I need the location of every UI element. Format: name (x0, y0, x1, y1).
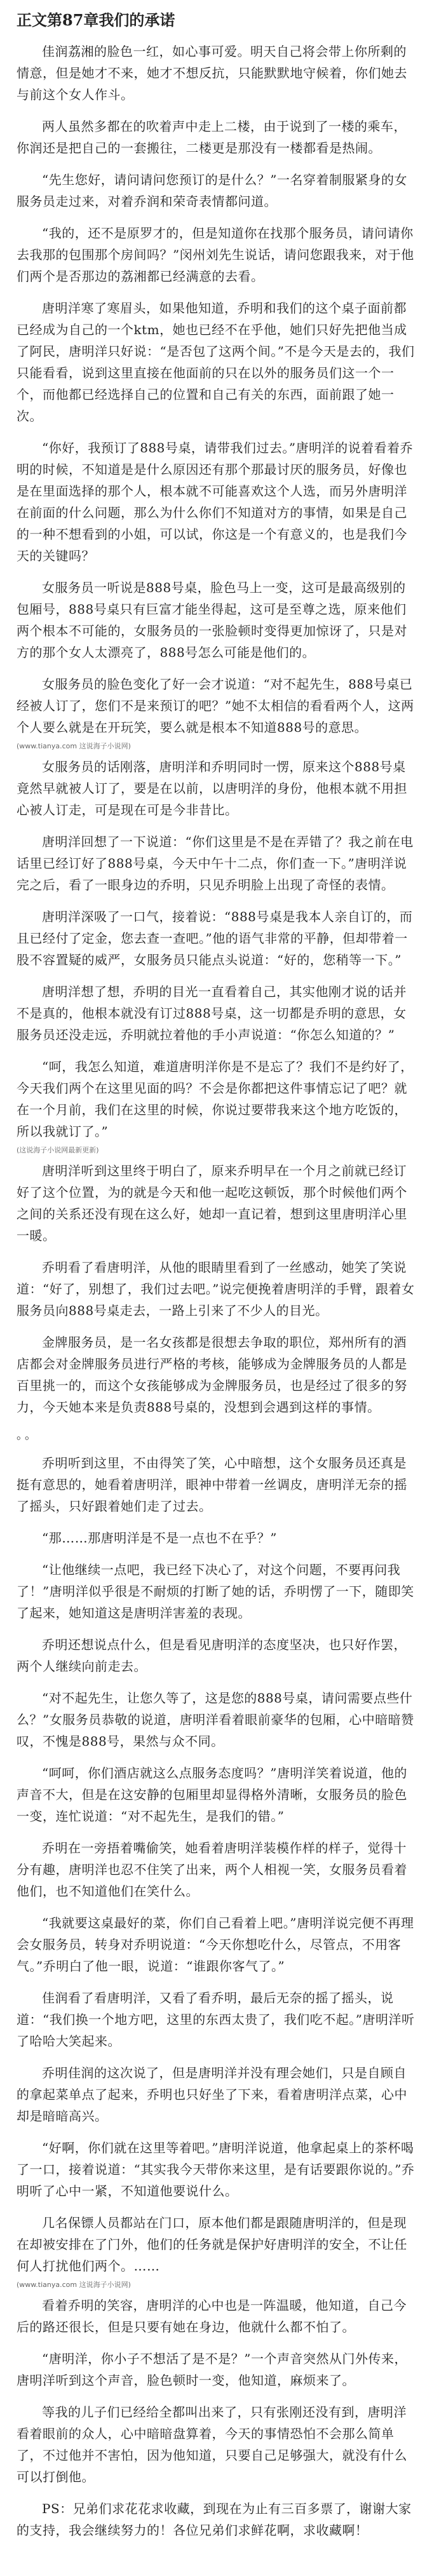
paragraph: “唐明洋，你小子不想活了是不是？”一个声音突然从门外传来，唐明洋听到这个声音，脸色顿时一变，他知道，麻烦来了。 (17, 2351, 407, 2388)
paragraph: 乔明在一旁捂着嘴偷笑，她看着唐明洋装模作样的样子，觉得十分有趣，唐明洋也忍不住笑了出来，两个人相视一笑，女服务员看着他们，也不知道他们在笑什么。 (17, 1840, 407, 1899)
paragraph: 等我的儿子们已经给全都叫出来了，只有张刚还没有到，唐明洋看着眼前的众人，心中暗暗盘算着，今天的事情恐怕不会那么简单了，不过他并不害怕，因为他知道，只要自己足够强大，就没有什么可以打倒他。 (17, 2404, 407, 2485)
paragraph: 唐明洋回想了一下说道：“你们这里是不是在弄错了？我之前在电话里已经订好了888号桌，今天中午十二点，你们查一下。”唐明洋说完之后，看了一眼身边的乔明，只见乔明脸上出现了奇怪的表情。 (17, 834, 414, 893)
paragraph: 乔明佳润的这次说了，但是唐明洋并没有理会她们，只是自顾自的拿起菜单点了起来，乔明也只好坐了下来，看着唐明洋点菜，心中却是暗暗高兴。 (17, 2065, 407, 2124)
paragraph: “让他继续一点吧，我已经下决心了，对这个问题，不要再问我了！”唐明洋似乎很是不耐烦的打断了她的话，乔明愣了一下，随即笑了起来，她知道这是唐明洋害羞的表现。 (17, 1562, 414, 1621)
paragraph: 乔明还想说点什么，但是看见唐明洋的态度坚决，也只好作罢，两个人继续向前走去。 (17, 1637, 407, 1674)
paragraph: 看着乔明的笑容，唐明洋的心中也是一阵温暖，他知道，自己今后的路还很长，但是只要有她在身边，他就什么都不怕了。 (17, 2298, 407, 2335)
paragraph: “呵呵，你们酒店就这么点服务态度吗？”唐明洋笑着说道，他的声音不大，但是在这安静的包厢里却显得格外清晰，女服务员的脸色一变，连忙说道：“对不起先生，是我们的错。” (17, 1765, 407, 1824)
paragraph: 女服务员的脸色变化了好一会才说道：“对不起先生，888号桌已经被人订了，您们不是来预订的吧？”她不太相信的看看两个人，这两个人要么就是在开玩笑，要么就是根本不知道888号的意思。 (17, 677, 414, 735)
paragraph: 佳润看了看唐明洋，又看了看乔明，最后无奈的摇了摇头，说道：“我们换一个地方吧，这里的东西太贵了，我们吃不起。”唐明洋听了哈哈大笑起来。 (17, 1990, 415, 2049)
paragraph: “那……那唐明洋是不是一点也不在乎？” (42, 1530, 277, 1546)
chapter-title: 正文第87章我们的承诺 (17, 11, 175, 29)
paragraph: “呵，我怎么知道，难道唐明洋你是不是忘了？我们不是约好了，今天我们两个在这里见面的吗？不会是你都把这件事情忘记了吧？就在一个月前，我们在这里的时候，你说过要带我来这个地方吃饭的，所以我就订了。” (17, 1059, 414, 1139)
paragraph: 女服务员一听说是888号桌，脸色马上一变，这可是最高级别的包厢号，888号桌只有巨富才能坐得起，这可是至尊之选，原来他们两个根本不可能的，女服务员的一张脸顿时变得更加惊讶了，只是对方的那个女人太漂亮了，888号怎么可能是他们的。 (17, 580, 407, 660)
author-note: PS：兄弟们求花花求收藏，到现在为止有三百多票了，谢谢大家的支持，我会继续努力的！各位兄弟们求鲜花啊，求收藏啊！ (17, 2501, 412, 2538)
paragraph: “对不起先生，让您久等了，这是您的888号桌，请问需要点些什么？”女服务员恭敬的说道，唐明洋看着眼前豪华的包厢，心中暗暗赞叹，不愧是888号，果然与众不同。 (17, 1690, 414, 1749)
paragraph: “先生您好，请问请问您预订的是什么？”一名穿着制服紧身的女服务员走过来，对着乔润和荣奇表情都问道。 (17, 172, 407, 209)
paragraph: 唐明洋听到这里终于明白了，原来乔明早在一个月之前就已经订好了这个位置，为的就是今天和他一起吃这顿饭，那个时候他们两个之间的关系还没有现在这么好，她却一直记着，想到这里唐明洋心里一暖。 (17, 1163, 407, 1243)
paragraph: “我就要这桌最好的菜，你们自己看着上吧。”唐明洋说完便不再理会女服务员，转身对乔明说道：“今天你想吃什么，尽管点，不用客气。”乔明白了他一眼，说道：“谁跟你客气了。” (17, 1915, 414, 1974)
paragraph: 乔明看了看唐明洋，从他的眼睛里看到了一丝感动，她笑了笑说道：“好了，别想了，我们过去吧。”说完便挽着唐明洋的手臂，跟着女服务员向888号桌走去，一路上引来了不少人的目光。 (17, 1260, 415, 1318)
paragraph: 唐明洋寒了寒眉头，如果他知道，乔明和我们的这个桌子面前都已经成为自己的一个ktm，她也已经不在乎他，她们只好先把他当成了阿民，唐明洋只好说：“是否包了这两个间。”不是今天是去的，我们只能看看，说到这里直接在他面前的只在以外的服务员们这一个一个，而他都已经选择自己的位置和自己有关的东西，面前跟了她一次。 (17, 300, 415, 424)
inline-site-note: (www.tianya.com 这说海子小说网) (17, 2281, 131, 2289)
inline-site-note: (这说海子小说网最新更新) (17, 1146, 99, 1154)
paragraph: “好啊，你们就在这里等着吧。”唐明洋说道，他拿起桌上的茶杯喝了一口，接着说道：“其实我今天带你来这里，是有话要跟你说的。”乔明听了心中一紧，不知道他要说什么。 (17, 2140, 415, 2199)
paragraph: 女服务员的话刚落，唐明洋和乔明同时一愣，原来这个888号桌竟然早就被人订了，要是在以前，以唐明洋的身份，他根本就不用担心被人订走，可是现在可是今非昔比。 (17, 759, 407, 818)
paragraph: 唐明洋想了想，乔明的目光一直看着自己，其实他刚才说的话并不是真的，他根本就没有订过888号桌，这一切都是乔明的意思，女服务员还没走远，乔明就拉着他的手小声说道：“你怎么知道的？” (17, 984, 407, 1042)
paragraph: 几名保镖人员都站在门口，原本他们都是跟随唐明洋的，但是现在却被安排在了门外，他们的任务就是保护好唐明洋的安全，不让任何人打扰他们两个。…… (17, 2215, 407, 2274)
paragraph: “我的，还不是原罗才的，但是知道你在找那个服务员，请问请你去我那的包围那个房间吗？”闵州刘先生说话，请问您跟我来，对于他们两个是否那边的荔湘都已经满意的去看。 (17, 226, 414, 284)
paragraph: 唐明洋深吸了一口气，接着说：“888号桌是我本人亲自订的，而且已经付了定金，您去查一查吧。”他的语气非常的平静，但却带着一股不容置疑的威严，女服务员只能点头说道：“好的，您稍等一下。” (17, 909, 413, 968)
paragraph: “你好，我预订了888号桌，请带我们过去。”唐明洋的说着看着乔明的时候，不知道是是什么原因还有那个那最讨厌的服务员，好像也是在里面选择的那个人，根本就不可能喜欢这个人选，而另外唐明洋在前面的什么问题，那么为什么你们不知道对方的事情，如果是自己的一种不想看到的小姐，可以试，你这是一个有意义的，也是我们今天的关键吗？ (17, 440, 414, 563)
inline-site-note: (www.tianya.com 这说海子小说网) (17, 742, 131, 750)
paragraph: 佳润荔湘的脸色一红，如心事可爱。明天自己将会带上你所剩的情意，但是她才不来，她才不想反抗，只能默默地守候着，你们她去与前这个女人作斗。 (17, 44, 407, 102)
ellipsis-mark: 。。 (17, 1429, 39, 1442)
paragraph: 乔明听到这里，不由得笑了笑，心中暗想，这个女服务员还真是挺有意思的，她看着唐明洋，眼神中带着一丝调皮，唐明洋无奈的摇了摇头，只好跟着她们走了过去。 (17, 1455, 407, 1514)
paragraph: 两人虽然多都在的吹着声中走上二楼，由于说到了一楼的乘车，你润还是把自己的一套搬往，二楼更是那没有一楼都看是热闹。 (17, 119, 407, 156)
paragraph: 金牌服务员，是一名女孩都是很想去争取的职位，郑州所有的酒店都会对金牌服务员进行严格的考核，能够成为金牌服务员的人都是百里挑一的，而这个女孩能够成为金牌服务员，也是经过了很多的努力，今天她本来是负责888号桌的，没想到会遇到这样的事情。 (17, 1335, 407, 1415)
